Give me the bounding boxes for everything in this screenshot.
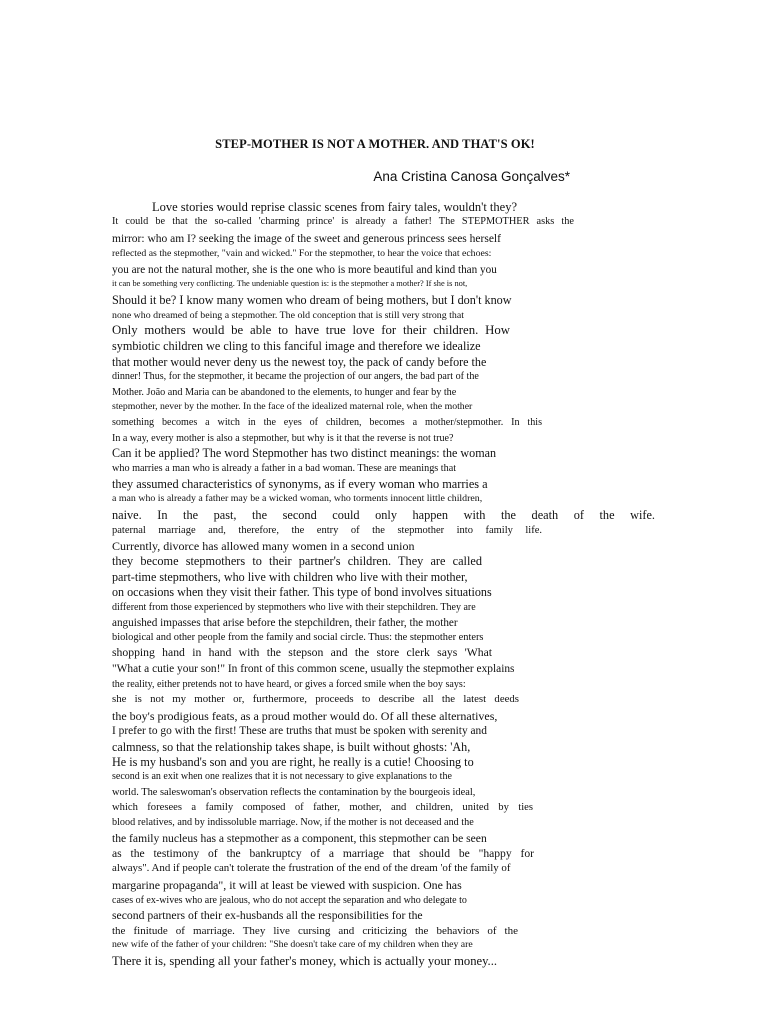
text-line: Can it be applied? The word Stepmother has two distinct meanings: the woman [112,446,497,460]
text-line: it can be something very conflicting. The undeniable question is: is the stepmother a mother? If she is not, [112,279,468,288]
text-line: stepmother, never by the mother. In the face of the idealized maternal role, when the mother [112,401,473,412]
text-line: symbiotic children we cling to this fanciful image and therefore we idealize [112,339,481,353]
text-line: which foresees a family composed of father, mother, and children, united by ties [112,802,533,813]
text-line: the reality, either pretends not to have heard, or gives a forced smile when the boy says: [112,679,466,690]
text-line: shopping hand in hand with the stepson and the store clerk says 'What [112,646,492,659]
text-line: you are not the natural mother, she is the one who is more beautiful and kind than you [112,264,497,276]
text-line: It could be that the so-called 'charming prince' is already a father! The STEPMOTHER asks the [112,216,574,227]
text-line: reflected as the stepmother, "vain and wicked." For the stepmother, to hear the voice that echoes: [112,248,492,259]
text-line: something becomes a witch in the eyes of children, becomes a mother/stepmother. In this [112,417,542,428]
text-line: the boy's prodigious feats, as a proud mother would do. Of all these alternatives, [112,709,498,723]
text-line: paternal marriage and, therefore, the entry of the stepmother into family life. [112,525,542,536]
text-line: "What a cutie your son!" In front of this common scene, usually the stepmother explains [112,663,515,675]
text-line: as the testimony of the bankruptcy of a marriage that should be "happy for [112,847,534,860]
text-line: Should it be? I know many women who dream of being mothers, but I don't know [112,293,512,307]
text-line: second partners of their ex-husbands all the responsibilities for the [112,909,423,922]
text-line: There it is, spending all your father's money, which is actually your money... [112,954,498,968]
text-line: new wife of the father of your children: "She doesn't take care of my children when they are [112,939,473,950]
text-line: none who dreamed of being a stepmother. The old conception that is still very strong that [112,310,464,321]
text-line: Only mothers would be able to have true love for their children. How [112,323,510,337]
text-line: she is not my mother or, furthermore, proceeds to describe all the latest deeds [112,693,519,705]
text-line: part-time stepmothers, who live with children who live with their mother, [112,570,468,584]
text-line: calmness, so that the relationship takes shape, is built without ghosts: 'Ah, [112,740,471,754]
text-line: naive. In the past, the second could only happen with the death of the wife. [112,508,655,522]
text-line: mirror: who am I? seeking the image of the sweet and generous princess sees herself [112,233,501,245]
text-line: second is an exit when one realizes that it is not necessary to give explanations to the [112,771,452,782]
text-line: a man who is already a father may be a wicked woman, who torments innocent little children, [112,493,483,504]
text-line: dinner! Thus, for the stepmother, it became the projection of our angers, the bad part of the [112,371,479,382]
text-line: always". And if people can't tolerate the frustration of the end of the dream 'of the family of [112,862,511,874]
text-line: world. The saleswoman's observation reflects the contamination by the bourgeois ideal, [112,787,476,798]
text-line: cases of ex-wives who are jealous, who do not accept the separation and who delegate to [112,895,467,906]
text-line: Mother. João and Maria can be abandoned to the elements, to hunger and fear by the [112,387,457,398]
text-line: blood relatives, and by indissoluble marriage. Now, if the mother is not deceased and the [112,817,474,828]
text-line: different from those experienced by stepmothers who live with their stepchildren. They are [112,602,476,613]
text-line: they assumed characteristics of synonyms, as if every woman who marries a [112,477,488,491]
text-line: I prefer to go with the first! These are truths that must be spoken with serenity and [112,725,487,737]
text-line: In a way, every mother is also a stepmother, but why is it that the reverse is not true? [112,433,454,444]
text-line: anguished impasses that arise before the stepchildren, their father, the mother [112,617,458,629]
text-line: He is my husband's son and you are right, he really is a cutie! Choosing to [112,755,474,769]
text-line: they become stepmothers to their partner's children. They are called [112,554,482,568]
text-line: who marries a man who is already a father in a bad woman. These are meanings that [112,463,457,474]
document-title: STEP-MOTHER IS NOT A MOTHER. AND THAT'S OK! [215,137,535,151]
text-line: margarine propaganda", it will at least be viewed with suspicion. One has [112,878,462,892]
text-line: that mother would never deny us the newest toy, the pack of candy before the [112,355,487,369]
text-line: on occasions when they visit their father. This type of bond involves situations [112,585,492,599]
text-line: Love stories would reprise classic scenes from fairy tales, wouldn't they? [152,200,517,214]
text-line: the family nucleus has a stepmother as a component, this stepmother can be seen [112,832,487,845]
text-line: Currently, divorce has allowed many women in a second union [112,539,415,553]
author-name: Ana Cristina Canosa Gonçalves* [373,169,570,184]
text-line: the finitude of marriage. They live cursing and criticizing the behaviors of the [112,925,518,937]
text-line: biological and other people from the family and social circle. Thus: the stepmother enters [112,632,484,643]
